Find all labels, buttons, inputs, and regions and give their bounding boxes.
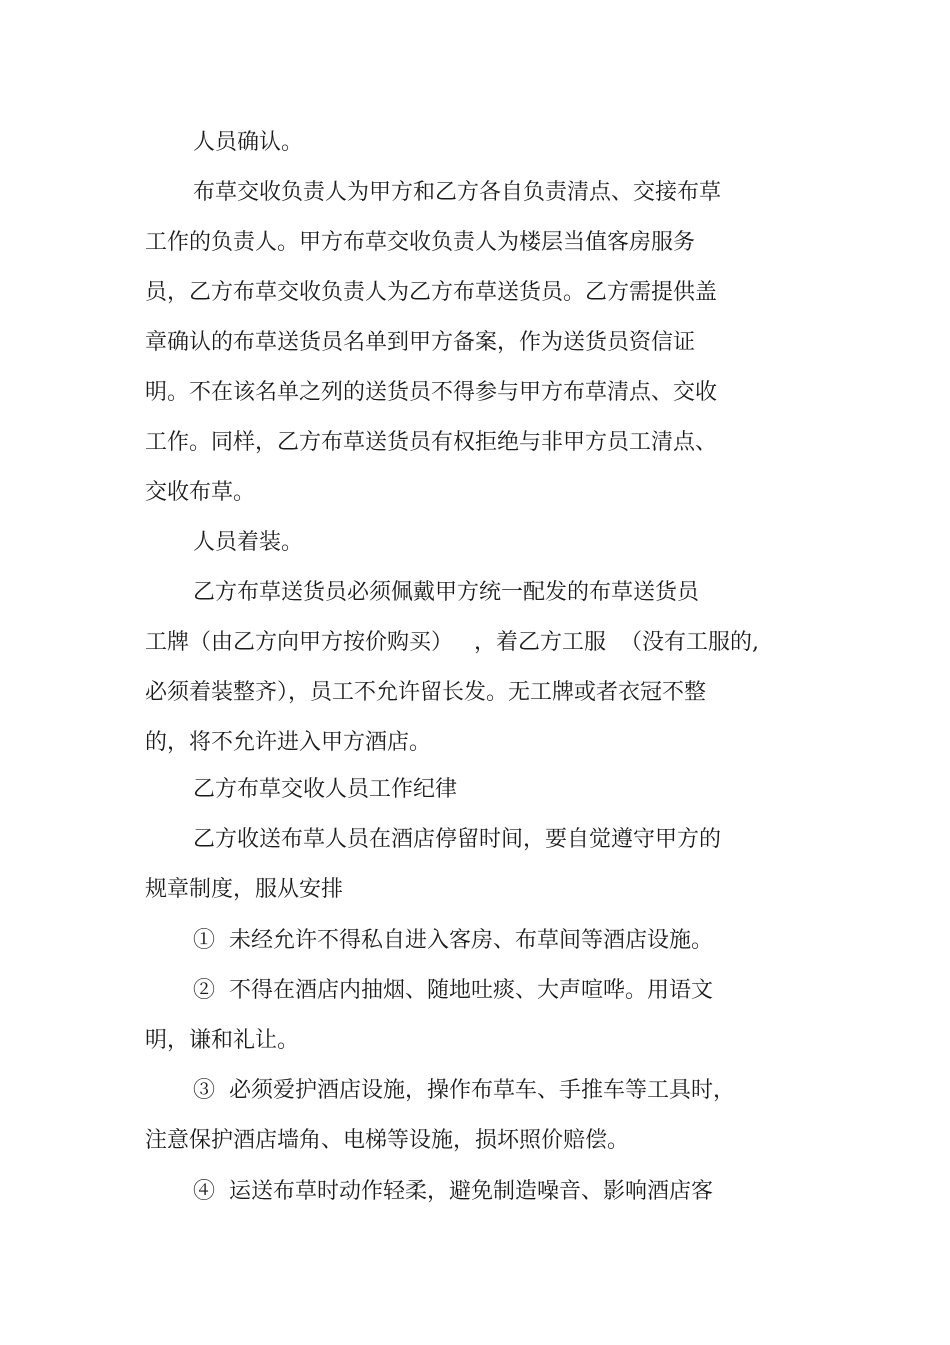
list-item-2: ② 不得在酒店内抽烟、随地吐痰、大声喧哗。用语文 (193, 978, 713, 1003)
paragraph-line: 明。不在该名单之列的送货员不得参与甲方布草清点、交收 (145, 380, 718, 405)
list-item-1: ① 未经允许不得私自进入客房、布草间等酒店设施。 (193, 928, 713, 953)
heading-personnel-confirmation: 人员确认。 (193, 130, 304, 155)
list-item-4: ④ 运送布草时动作轻柔，避免制造噪音、影响酒店客 (193, 1179, 713, 1204)
paragraph-line: 交收布草。 (145, 480, 256, 505)
paragraph-line: 章确认的布草送货员名单到甲方备案，作为送货员资信证 (145, 330, 696, 355)
paragraph-line: 的，将不允许进入甲方酒店。 (145, 730, 432, 755)
list-item-3-continuation: 注意保护酒店墙角、电梯等设施，损坏照价赔偿。 (145, 1128, 630, 1153)
paragraph-line: 员，乙方布草交收负责人为乙方布草送货员。乙方需提供盖 (145, 280, 718, 305)
heading-work-discipline: 乙方布草交收人员工作纪律 (193, 777, 458, 802)
paragraph-line: 必须着装整齐），员工不允许留长发。无工牌或者衣冠不整 (145, 680, 707, 705)
paragraph-line: 规章制度，服从安排 (145, 877, 344, 902)
list-item-2-continuation: 明，谦和礼让。 (145, 1028, 300, 1053)
paragraph-line: 工作。同样，乙方布草送货员有权拒绝与非甲方员工清点、 (145, 430, 718, 455)
list-item-3: ③ 必须爱护酒店设施，操作布草车、手推车等工具时， (193, 1078, 735, 1103)
paragraph-line: 乙方收送布草人员在酒店停留时间，要自觉遵守甲方的 (193, 827, 722, 852)
heading-personnel-attire: 人员着装。 (193, 530, 304, 555)
paragraph-line: 工牌（由乙方向甲方按价购买） ，着乙方工服 （没有工服的, (145, 630, 759, 655)
paragraph-line: 工作的负责人。甲方布草交收负责人为楼层当值客房服务 (145, 230, 696, 255)
paragraph-line: 乙方布草送货员必须佩戴甲方统一配发的布草送货员 (193, 580, 700, 605)
paragraph-line: 布草交收负责人为甲方和乙方各自负责清点、交接布草 (193, 180, 722, 205)
